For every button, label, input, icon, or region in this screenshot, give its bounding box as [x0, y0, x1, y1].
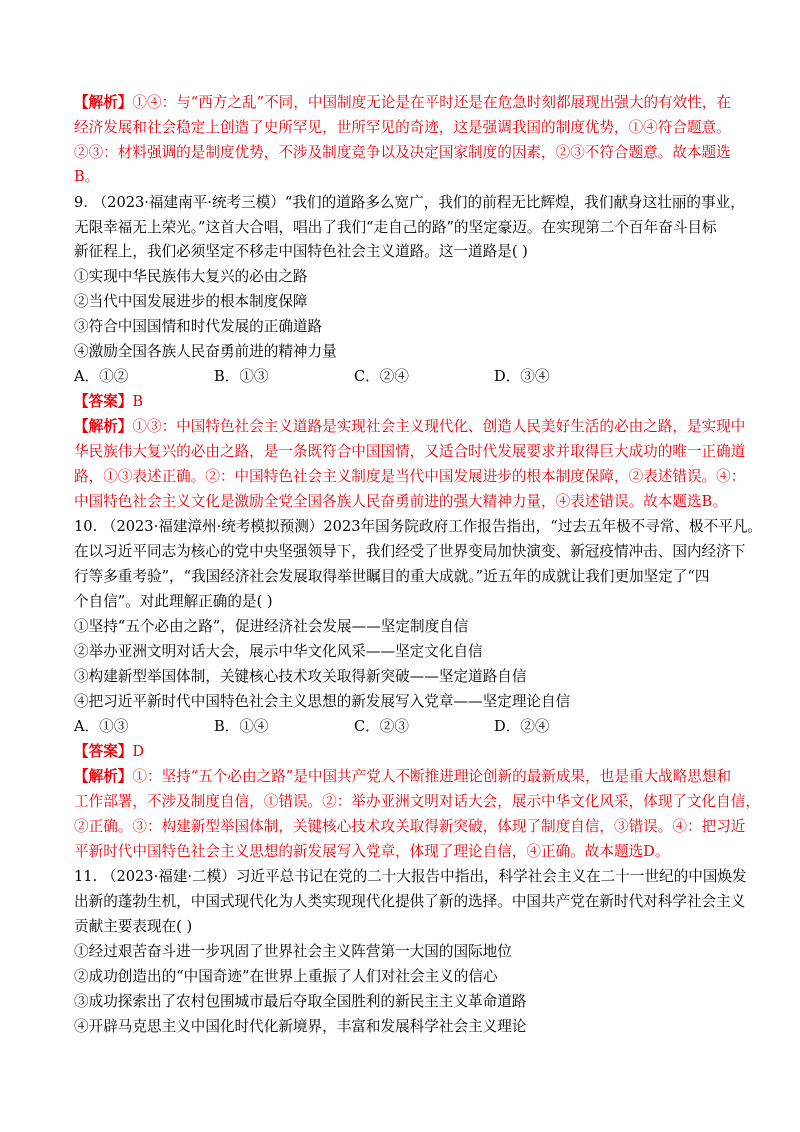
analysis-tag: 【解析】 [74, 768, 133, 785]
option-d: D．③④ [494, 368, 550, 385]
option-c: C．②③ [354, 718, 409, 735]
analysis-tag: 【解析】 [74, 94, 133, 111]
option-d: D．②④ [494, 718, 550, 735]
q9-item: ④激励全国各族人民奋勇前进的精神力量 [74, 343, 337, 360]
q9-item: ②当代中国发展进步的根本制度保障 [74, 293, 308, 310]
q9-answer [74, 392, 143, 412]
q10-item: ①坚持“五个必由之路”，促进经济社会发展——坚定制度自信 [74, 618, 469, 635]
q8-analysis-line: 经济发展和社会稳定上创造了史所罕见，世所罕见的奇迹，这是强调我国的制度优势，①④符合题意。 [74, 119, 731, 136]
q11-stem-line: 贡献主要表现在( ) [74, 918, 193, 935]
q9-analysis-line: 【解析】①③：中国特色社会主义道路是实现社会主义现代化、创造人民美好生活的必由之路，是实现中 [74, 418, 746, 435]
q10-analysis-line: 工作部署，不涉及制度自信，①错误。②：举办亚洲文明对话大会，展示中华文化风采，体现了文化自信， [74, 793, 760, 810]
q9-item: ①实现中华民族伟大复兴的必由之路 [74, 268, 308, 285]
q9-analysis-line: 华民族伟大复兴的必由之路，是一条既符合中国国情，又适合时代发展要求并取得巨大成功的唯一正确道 [74, 443, 746, 460]
q9-item: ③符合中国国情和时代发展的正确道路 [74, 318, 323, 335]
answer-tag: 【答案】 [74, 393, 133, 410]
q10-stem-line: 在以习近平同志为核心的党中央坚强领导下，我们经受了世界变局加快演变、新冠疫情冲击、国内经济下 [74, 543, 746, 560]
q8-analysis-line: B。 [74, 168, 100, 185]
q10-item: ④把习近平新时代中国特色社会主义思想的新发展写入党章——坚定理论自信 [74, 693, 571, 710]
analysis-tag: 【解析】 [74, 418, 133, 435]
q10-analysis-line: 平新时代中国特色社会主义思想的新发展写入党章，体现了理论自信，④正确。故本题选D。 [74, 843, 670, 860]
q8-analysis-line: 【解析】①④：与“西方之乱”不同，中国制度无论是在平时还是在危急时刻都展现出强大的有效性，在 [74, 94, 732, 111]
q11-item: ③成功探索出了农村包围城市最后夺取全国胜利的新民主主义革命道路 [74, 993, 527, 1010]
q10-stem-line: 行等多重考验”，“我国经济社会发展取得举世瞩目的重大成就。”近五年的成就让我们更加坚定了“四 [74, 568, 710, 585]
q9-stem-line: 无限幸福无上荣光。”这首大合唱，唱出了我们“走自己的路”的坚定豪迈。在实现第二个百年奋斗目标 [74, 219, 717, 236]
q11-item: ①经过艰苦奋斗进一步巩固了世界社会主义阵营第一大国的国际地位 [74, 943, 512, 960]
q10-item: ②举办亚洲文明对话大会，展示中华文化风采——坚定文化自信 [74, 643, 483, 660]
answer-value: B [132, 393, 144, 410]
q10-analysis-line: ②正确。③：构建新型举国体制，关键核心技术攻关取得新突破，体现了制度自信，③错误。④：把习近 [74, 818, 746, 835]
q9-options [74, 367, 734, 387]
q11-item: ④开辟马克思主义中国化时代化新境界，丰富和发展科学社会主义理论 [74, 1018, 527, 1035]
option-a: A．①③ [74, 718, 129, 735]
q10-stem-line: 个自信”。对此理解正确的是( ) [74, 593, 273, 610]
option-c: C．②④ [354, 368, 409, 385]
q10-analysis-line: 【解析】①：坚持“五个必由之路”是中国共产党人不断推进理论创新的最新成果，也是重大战略思想和 [74, 768, 732, 785]
q10-options [74, 717, 734, 737]
q9-analysis-line: 中国特色社会主义文化是激励全党全国各族人民奋勇前进的强大精神力量，④表述错误。故本题选B。 [74, 493, 727, 510]
q11-item: ②成功创造出的“中国奇迹”在世界上重振了人们对社会主义的信心 [74, 968, 498, 985]
option-b: B．①④ [214, 718, 269, 735]
q9-stem-line: 新征程上，我们必须坚定不移走中国特色社会主义道路。这一道路是( ) [74, 243, 528, 260]
q11-stem-line: 出新的蓬勃生机，中国式现代化为人类实现现代化提供了新的选择。中国共产党在新时代对科学社会主义 [74, 893, 746, 910]
q10-item: ③构建新型举国体制，关键核心技术攻关取得新突破——坚定道路自信 [74, 668, 527, 685]
answer-tag: 【答案】 [74, 743, 133, 760]
option-b: B．①③ [214, 368, 269, 385]
q9-stem-line: 9. （2023·福建南平·统考三模）“我们的道路多么宽广，我们的前程无比辉煌，我们献身这壮丽的事业， [74, 194, 745, 211]
answer-value: D [132, 743, 145, 760]
q10-answer [74, 742, 144, 762]
option-a: A．①② [74, 368, 129, 385]
q10-stem-line: 10. （2023·福建漳州·统考模拟预测）2023年国务院政府工作报告指出，“过去五年极不寻常、极不平凡。 [74, 518, 763, 535]
q11-stem-line: 11. （2023·福建·二模）习近平总书记在党的二十大报告中指出，科学社会主义在二十一世纪的中国焕发 [74, 868, 747, 885]
q9-analysis-line: 路，①③表述正确。②：中国特色社会主义制度是当代中国发展进步的根本制度保障，②表述错误。④： [74, 468, 746, 485]
q8-analysis-line: ②③：材料强调的是制度优势，不涉及制度竞争以及决定国家制度的因素，②③不符合题意。故本题选 [74, 144, 731, 161]
